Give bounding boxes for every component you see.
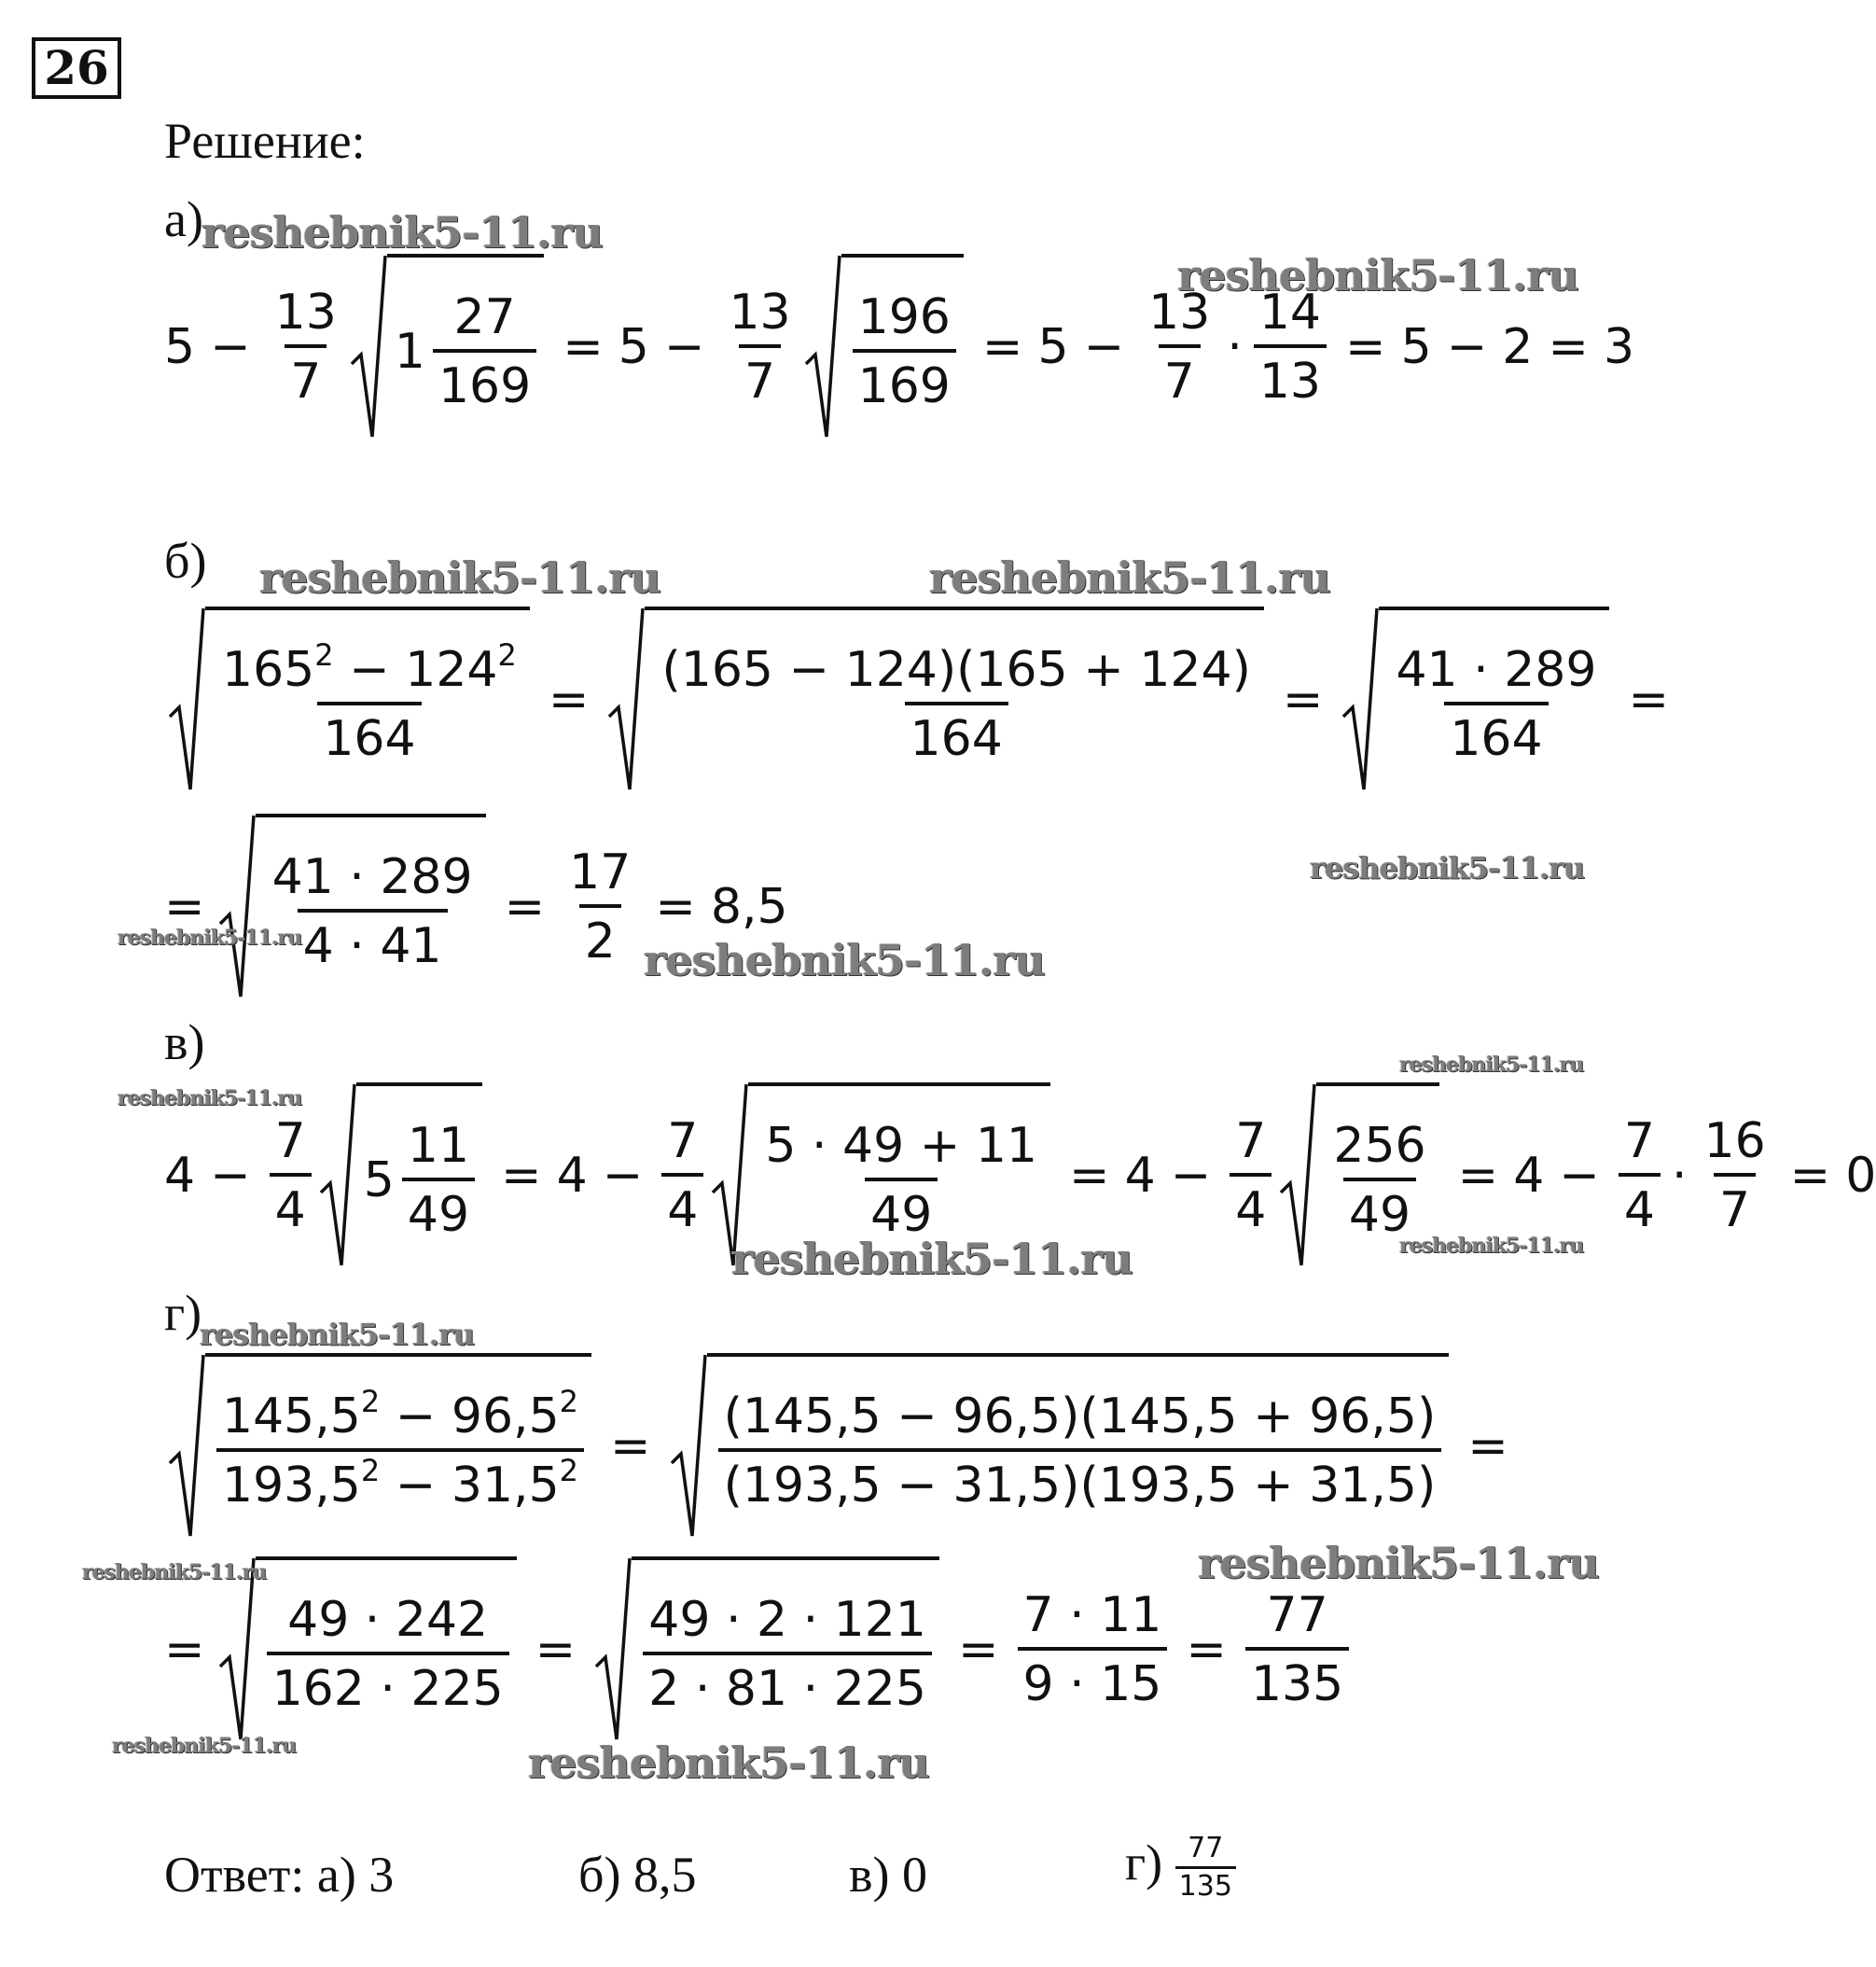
denominator: 164	[317, 702, 421, 763]
numerator: 256	[1333, 1118, 1426, 1174]
watermark: reshebnik5-11.ru	[644, 935, 1045, 985]
denominator: 49	[402, 1178, 475, 1239]
denominator: 7	[1159, 344, 1201, 406]
equals-sign: =	[1548, 319, 1589, 375]
equals-sign: =	[1628, 672, 1670, 728]
denominator: 169	[433, 349, 536, 411]
radical-sign-icon	[594, 1556, 632, 1743]
answer-v: в) 0	[849, 1847, 927, 1903]
numerator: 77	[1266, 1587, 1328, 1643]
part-b-equation-line1	[164, 607, 1684, 793]
denominator: 4	[1619, 1173, 1661, 1235]
denominator: 169	[853, 349, 956, 411]
fraction	[718, 1388, 1442, 1514]
operator: −	[602, 1148, 644, 1204]
result: 8,5	[710, 879, 788, 935]
operator: −	[663, 319, 705, 375]
numerator: 17	[569, 844, 632, 900]
mixed-whole: 1	[394, 324, 425, 380]
watermark: reshebnik5-11.ru	[118, 926, 302, 950]
equals-sign: =	[504, 879, 546, 935]
square-root	[319, 1082, 482, 1269]
watermark: reshebnik5-11.ru	[118, 1086, 302, 1110]
square-root	[594, 1556, 939, 1743]
part-b-label: б)	[164, 533, 207, 589]
numerator: 7	[274, 1113, 306, 1169]
numerator: 77	[1188, 1832, 1224, 1864]
denominator: (193,5 − 31,5)(193,5 + 31,5)	[718, 1448, 1442, 1510]
radical-sign-icon	[168, 607, 205, 793]
fraction	[1143, 285, 1216, 410]
term: 5	[1400, 319, 1432, 375]
term: 5	[1037, 319, 1069, 375]
square-root	[218, 814, 486, 1000]
fraction	[270, 1113, 312, 1238]
square-root	[168, 1353, 591, 1540]
part-g-equation-line2	[164, 1556, 1353, 1743]
fraction	[1018, 1587, 1168, 1712]
watermark: reshebnik5-11.ru	[201, 207, 603, 258]
fraction	[402, 1118, 475, 1243]
watermark: reshebnik5-11.ru	[1399, 1234, 1584, 1258]
numerator: 41 · 289	[1396, 642, 1597, 698]
equals-sign: =	[548, 672, 590, 728]
radical-sign-icon	[1341, 607, 1379, 793]
square-root	[607, 607, 1263, 793]
denominator: 2 · 81 · 225	[643, 1652, 932, 1713]
fraction	[643, 1592, 932, 1717]
square-root	[218, 1556, 517, 1743]
radical-sign-icon	[218, 1556, 256, 1743]
operator: −	[1446, 319, 1488, 375]
solution-heading: Решение:	[164, 113, 366, 169]
equals-sign: =	[164, 879, 205, 935]
term: 4	[164, 1148, 196, 1204]
fraction	[433, 289, 536, 414]
numerator: 14	[1258, 285, 1322, 341]
fraction	[1175, 1834, 1236, 1901]
radical-sign-icon	[607, 607, 645, 793]
equals-sign: =	[563, 319, 604, 375]
numerator: 7	[1235, 1113, 1267, 1169]
fraction	[1699, 1113, 1772, 1238]
fraction	[1619, 1113, 1661, 1238]
equals-sign: =	[1467, 1418, 1508, 1474]
operator: −	[210, 1148, 251, 1204]
equals-sign: =	[501, 1148, 542, 1204]
radical-sign-icon	[168, 1353, 205, 1540]
answer-a: а) 3	[316, 1847, 395, 1903]
mixed-whole: 5	[363, 1152, 395, 1208]
denominator: 4	[661, 1173, 703, 1235]
numerator: 145,5$^2$ − 96,5$^2$	[222, 1384, 579, 1444]
part-a-label: а)	[164, 191, 203, 247]
equals-sign: =	[535, 1622, 577, 1678]
watermark: reshebnik5-11.ru	[259, 552, 660, 603]
square-root	[670, 1353, 1450, 1540]
denominator: 4	[1230, 1173, 1272, 1235]
radical-sign-icon	[319, 1082, 356, 1269]
square-root	[168, 607, 530, 793]
numerator: (145,5 − 96,5)(145,5 + 96,5)	[723, 1388, 1437, 1444]
fraction	[656, 642, 1256, 767]
radical-sign-icon	[218, 814, 256, 1000]
fraction	[1327, 1118, 1431, 1243]
watermark: reshebnik5-11.ru	[1198, 1538, 1599, 1588]
radical-sign-icon	[1279, 1082, 1316, 1269]
term: 2	[1502, 319, 1534, 375]
answer-b: б) 8,5	[578, 1847, 697, 1903]
watermark: reshebnik5-11.ru	[200, 1317, 475, 1352]
numerator: 7	[1623, 1113, 1655, 1169]
denominator: 135	[1245, 1647, 1349, 1709]
problem-number: 26	[32, 37, 121, 99]
fraction	[270, 285, 342, 410]
answer-label: Ответ: а) 3	[164, 1847, 395, 1903]
numerator: 16	[1703, 1113, 1766, 1169]
denominator: 162 · 225	[267, 1652, 509, 1713]
fraction	[216, 1384, 584, 1514]
fraction	[723, 285, 796, 410]
fraction	[759, 1118, 1043, 1243]
radical-sign-icon	[350, 254, 387, 440]
numerator: 13	[729, 285, 791, 341]
equals-sign: =	[1457, 1148, 1499, 1204]
fraction	[661, 1113, 703, 1238]
term: 4	[1513, 1148, 1545, 1204]
watermark: reshebnik5-11.ru	[528, 1737, 929, 1788]
denominator: 2	[579, 904, 621, 966]
fraction	[1390, 642, 1602, 767]
numerator: 196	[857, 289, 951, 345]
numerator: 13	[1148, 285, 1211, 341]
term: 4	[556, 1148, 588, 1204]
equals-sign: =	[1345, 319, 1386, 375]
fraction	[267, 1592, 509, 1717]
result: 0	[1845, 1148, 1876, 1204]
denominator: 4 · 41	[298, 909, 448, 970]
watermark: reshebnik5-11.ru	[1399, 1053, 1584, 1077]
square-root	[804, 254, 964, 440]
multiply-dot: ·	[1671, 1148, 1688, 1204]
multiply-dot: ·	[1227, 319, 1243, 375]
equals-sign: =	[655, 879, 696, 935]
denominator: 7	[1714, 1173, 1756, 1235]
result: 3	[1603, 319, 1635, 375]
equals-sign: =	[1789, 1148, 1831, 1204]
operator: −	[1083, 319, 1125, 375]
equals-sign: =	[1069, 1148, 1110, 1204]
square-root	[1341, 607, 1609, 793]
denominator: 13	[1254, 344, 1327, 406]
numerator: $165^2 - 124^2$	[222, 637, 517, 698]
numerator: 49 · 242	[287, 1592, 489, 1648]
fraction	[563, 844, 636, 970]
term: 5	[164, 319, 196, 375]
operator: −	[210, 319, 251, 375]
numerator: 13	[274, 285, 337, 341]
equals-sign: =	[1282, 672, 1324, 728]
operator: −	[1559, 1148, 1600, 1204]
watermark: reshebnik5-11.ru	[731, 1234, 1133, 1284]
fraction	[216, 637, 522, 767]
equals-sign: =	[1186, 1622, 1227, 1678]
watermark: reshebnik5-11.ru	[1310, 850, 1585, 886]
equals-sign: =	[957, 1622, 999, 1678]
operator: −	[1170, 1148, 1212, 1204]
numerator: 7 · 11	[1022, 1587, 1162, 1643]
numerator: 27	[453, 289, 516, 345]
numerator: 7	[667, 1113, 699, 1169]
radical-sign-icon	[670, 1353, 707, 1540]
term: 5	[618, 319, 649, 375]
numerator: 5 · 49 + 11	[765, 1118, 1038, 1174]
denominator: 7	[739, 344, 781, 406]
answer-g: г) $\frac{77}{135}$	[1125, 1834, 1236, 1901]
watermark: reshebnik5-11.ru	[1177, 250, 1578, 300]
denominator: 164	[905, 702, 1008, 763]
part-g-label: г)	[164, 1285, 202, 1341]
part-v-label: в)	[164, 1014, 205, 1070]
square-root	[350, 254, 544, 440]
radical-sign-icon	[804, 254, 841, 440]
denominator: 164	[1444, 702, 1548, 763]
fraction	[853, 289, 956, 414]
equals-sign: =	[164, 1622, 205, 1678]
denominator: 9 · 15	[1018, 1647, 1168, 1709]
fraction	[1254, 285, 1327, 410]
watermark: reshebnik5-11.ru	[112, 1734, 297, 1758]
denominator: 193,5$^2$ − 31,5$^2$	[216, 1448, 584, 1510]
numerator: 49 · 2 · 121	[648, 1592, 926, 1648]
fraction	[1245, 1587, 1349, 1712]
fraction	[267, 849, 479, 974]
numerator: (165 − 124)(165 + 124)	[661, 642, 1251, 698]
watermark: reshebnik5-11.ru	[929, 552, 1330, 603]
denominator: 49	[865, 1178, 938, 1239]
denominator: 4	[270, 1173, 312, 1235]
denominator: 7	[285, 344, 327, 406]
numerator: 11	[407, 1118, 470, 1174]
equals-sign: =	[610, 1418, 651, 1474]
numerator: 41 · 289	[271, 849, 473, 905]
denominator: 49	[1343, 1178, 1416, 1239]
equals-sign: =	[981, 319, 1023, 375]
denominator: 135	[1175, 1866, 1236, 1901]
watermark: reshebnik5-11.ru	[82, 1560, 267, 1584]
fraction	[1230, 1113, 1272, 1238]
part-g-equation-line1	[164, 1353, 1523, 1540]
term: 4	[1124, 1148, 1156, 1204]
